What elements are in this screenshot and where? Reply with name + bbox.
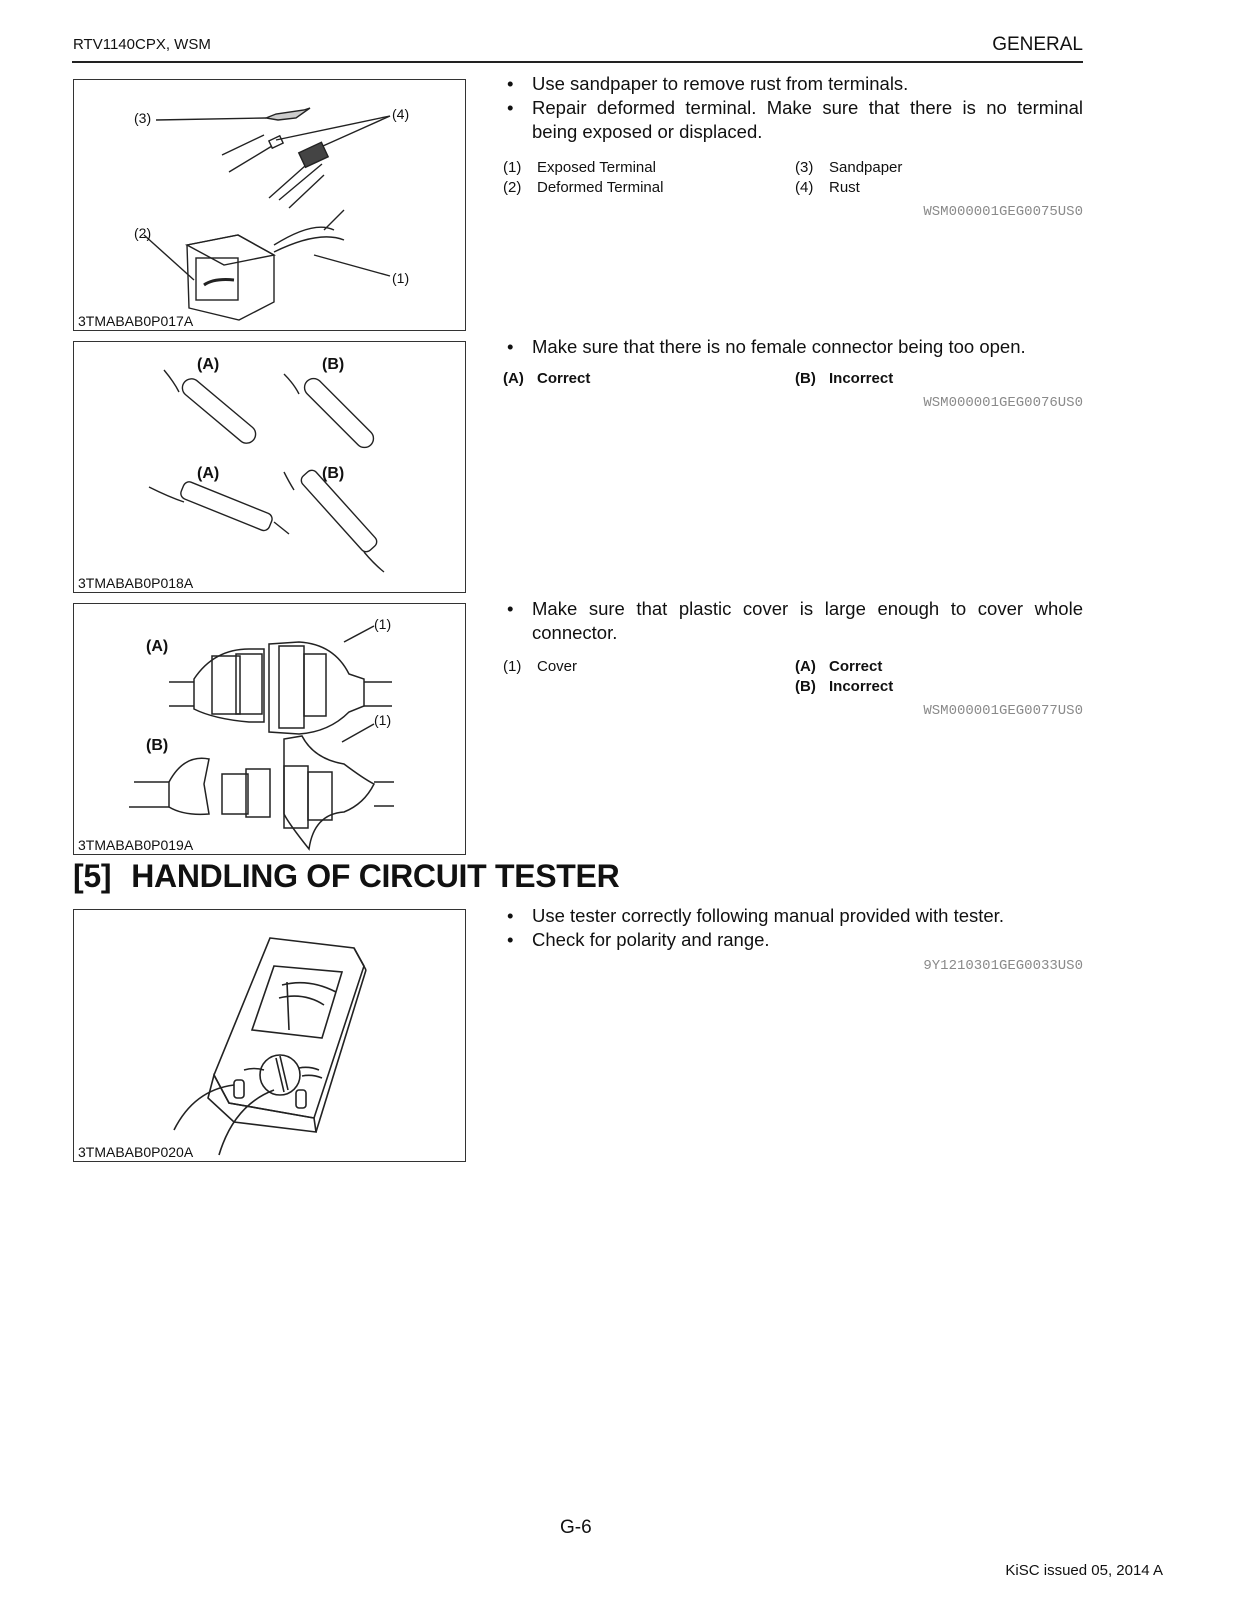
issue-info: KiSC issued 05, 2014 A [1005, 1562, 1163, 1579]
figure-caption: 3TMABAB0P019A [78, 837, 194, 853]
header-model: RTV1140CPX, WSM [73, 36, 211, 53]
header-divider [72, 61, 1083, 63]
legend-item: (A) Correct [795, 658, 883, 675]
callout-1: (1) [374, 712, 392, 728]
multimeter-illustration [74, 910, 465, 1161]
section-title: HANDLING OF CIRCUIT TESTER [131, 858, 620, 894]
figure-female-connectors [73, 341, 466, 593]
label-a: (A) [146, 638, 169, 655]
doc-code: WSM000001GEG0077US0 [923, 703, 1083, 719]
bullet-item: • Make sure that plastic cover is large enough to cover whole connector. [507, 598, 1083, 643]
legend [503, 369, 1083, 389]
figure-circuit-tester [73, 909, 466, 1162]
connector-illustration [74, 342, 465, 592]
label-b-top: (B) [322, 356, 345, 373]
label-b: (B) [146, 737, 169, 754]
doc-code: WSM000001GEG0076US0 [923, 395, 1083, 411]
figure-caption: 3TMABAB0P018A [78, 575, 194, 591]
block-female-connector [503, 335, 1083, 411]
bullet-item: • Make sure that there is no female connector being too open. [507, 336, 1026, 357]
bullet-item: • Repair deformed terminal. Make sure that there is no terminal being exposed or displaced. [507, 97, 1083, 142]
callout-2: (2) [134, 225, 152, 241]
label-a-top: (A) [197, 356, 220, 373]
doc-code: WSM000001GEG0075US0 [923, 204, 1083, 220]
legend [503, 158, 1083, 198]
doc-code: 9Y1210301GEG0033US0 [923, 958, 1083, 974]
legend [503, 657, 1083, 697]
block-terminals [503, 72, 1083, 220]
legend-item: (3) Sandpaper [795, 159, 903, 176]
legend-item: (4) Rust [795, 179, 860, 196]
bullet-item: • Use tester correctly following manual provided with tester. [507, 905, 1004, 926]
cover-illustration [74, 604, 465, 854]
label-b-bottom: (B) [322, 465, 345, 482]
figure-caption: 3TMABAB0P020A [78, 1144, 194, 1160]
legend-item: (2) Deformed Terminal [503, 179, 664, 196]
bullet-item: • Check for polarity and range. [507, 929, 770, 950]
legend-item: (1) Cover [503, 658, 578, 675]
figure-terminals [73, 79, 466, 331]
legend-item: (B) Incorrect [795, 370, 894, 387]
callout-4: (4) [392, 106, 410, 122]
legend-item [503, 677, 795, 697]
callout-1: (1) [374, 616, 392, 632]
figure-plastic-cover [73, 603, 466, 855]
section-heading [73, 858, 619, 895]
label-a-bottom: (A) [197, 465, 220, 482]
block-circuit-tester [503, 904, 1083, 974]
callout-3: (3) [134, 110, 152, 126]
section-number: [5] [73, 858, 112, 894]
figure-caption: 3TMABAB0P017A [78, 313, 194, 329]
bullet-item: • Use sandpaper to remove rust from terminals. [507, 73, 909, 94]
header-section: GENERAL [992, 34, 1083, 55]
callout-1: (1) [392, 270, 410, 286]
legend-item: (B) Incorrect [795, 678, 894, 695]
legend-item: (A) Correct [503, 370, 591, 387]
block-plastic-cover [503, 597, 1083, 719]
page-number: G-6 [560, 1517, 592, 1538]
legend-item: (1) Exposed Terminal [503, 159, 656, 176]
